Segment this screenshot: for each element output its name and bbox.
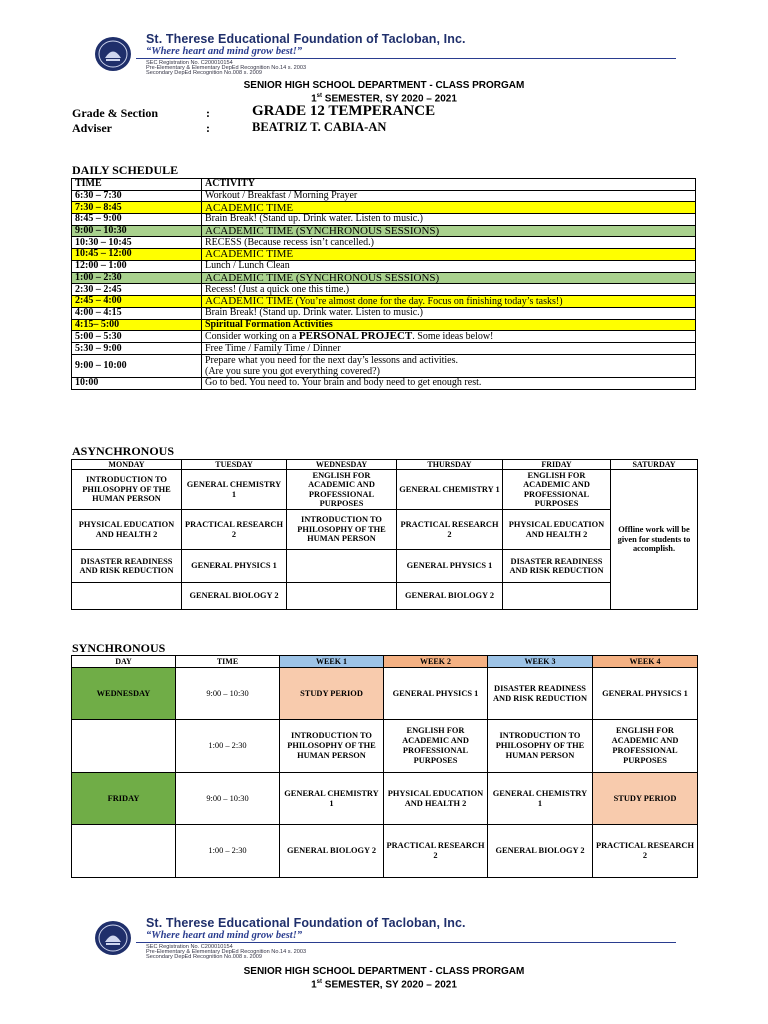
subject-cell: ENGLISH FOR ACADEMIC AND PROFESSIONAL PURPOSES xyxy=(384,720,488,773)
school-seal-icon xyxy=(94,919,132,957)
time-cell: 9:00 – 10:30 xyxy=(176,668,280,720)
saturday-note: Offline work will be given for students to accomplish. xyxy=(611,470,698,610)
table-row xyxy=(72,470,698,510)
day-cell: WEDNESDAY xyxy=(72,668,176,720)
table-row xyxy=(72,825,698,878)
subject-cell: PHYSICAL EDUCATION AND HEALTH 2 xyxy=(503,510,611,550)
subject-cell: PRACTICAL RESEARCH 2 xyxy=(182,510,287,550)
org-name: St. Therese Educational Foundation of Tacloban, Inc. xyxy=(146,916,466,930)
table-row xyxy=(72,214,696,226)
time-cell: 10:45 – 12:00 xyxy=(72,249,202,261)
time-cell: 12:00 – 1:00 xyxy=(72,260,202,272)
subject-cell: GENERAL BIOLOGY 2 xyxy=(488,825,593,878)
activity-text: Consider working on a xyxy=(205,331,299,343)
subject-cell: GENERAL CHEMISTRY 1 xyxy=(182,470,287,510)
subject-cell: PRACTICAL RESEARCH 2 xyxy=(593,825,698,878)
letterhead-top xyxy=(92,32,676,76)
org-motto: “Where heart and mind grow best!” xyxy=(146,46,303,57)
synchronous-table xyxy=(71,655,698,878)
table-row xyxy=(72,202,696,214)
activity-cell: Brain Break! (Stand up. Drink water. Listen to music.) xyxy=(202,214,696,226)
time-cell: 5:00 – 5:30 xyxy=(72,331,202,343)
subject-cell: PRACTICAL RESEARCH 2 xyxy=(397,510,503,550)
table-row xyxy=(72,190,696,202)
activity-cell: ACADEMIC TIME xyxy=(202,249,696,261)
time-cell: 2:45 – 4:00 xyxy=(72,295,202,307)
table-row xyxy=(72,720,698,773)
time-cell: 4:15– 5:00 xyxy=(72,319,202,331)
table-row xyxy=(72,260,696,272)
day-header: TUESDAY xyxy=(182,460,287,470)
subject-cell: DISASTER READINESS AND RISK REDUCTION xyxy=(503,550,611,583)
subject-cell xyxy=(287,583,397,610)
day-header: SATURDAY xyxy=(611,460,698,470)
table-row xyxy=(72,284,696,296)
day-header: MONDAY xyxy=(72,460,182,470)
subject-cell: GENERAL BIOLOGY 2 xyxy=(397,583,503,610)
day-cell xyxy=(72,825,176,878)
table-row xyxy=(72,272,696,284)
activity-emphasis: PERSONAL PROJECT xyxy=(298,330,413,343)
col-header-time: TIME xyxy=(72,179,202,191)
table-header-row xyxy=(72,460,698,470)
grade-section-value: GRADE 12 TEMPERANCE xyxy=(252,103,436,119)
time-cell: 4:00 – 4:15 xyxy=(72,307,202,319)
time-cell: 5:30 – 9:00 xyxy=(72,343,202,355)
time-cell: 1:00 – 2:30 xyxy=(176,720,280,773)
subject-cell xyxy=(287,550,397,583)
daily-schedule-title: DAILY SCHEDULE xyxy=(72,163,179,177)
activity-cell: Lunch / Lunch Clean xyxy=(202,260,696,272)
col-header-week-2: WEEK 2 xyxy=(384,656,488,668)
table-row xyxy=(72,225,696,237)
letterhead-bottom xyxy=(92,916,676,960)
subject-cell: INTRODUCTION TO PHILOSOPHY OF THE HUMAN PERSON xyxy=(287,510,397,550)
time-cell: 8:45 – 9:00 xyxy=(72,214,202,226)
time-cell: 9:00 – 10:00 xyxy=(72,354,202,377)
day-header: WEDNESDAY xyxy=(287,460,397,470)
activity-line: Prepare what you need for the next day’s lessons and activities. xyxy=(205,354,458,366)
reg-line: Secondary DepEd Recognition No.008 s. 2009 xyxy=(146,954,262,960)
subject-cell: GENERAL BIOLOGY 2 xyxy=(182,583,287,610)
table-row xyxy=(72,550,698,583)
subject-cell: GENERAL PHYSICS 1 xyxy=(182,550,287,583)
table-header-row xyxy=(72,656,698,668)
subject-cell: INTRODUCTION TO PHILOSOPHY OF THE HUMAN PERSON xyxy=(488,720,593,773)
synchronous-title: SYNCHRONOUS xyxy=(72,641,166,655)
reg-line: SEC Registration No. C200010154 xyxy=(146,944,233,950)
activity-emphasis: ACADEMIC TIME xyxy=(205,294,294,307)
grade-section-colon: : xyxy=(206,106,210,120)
table-row xyxy=(72,354,696,377)
time-cell: 7:30 – 8:45 xyxy=(72,202,202,214)
department-title: SENIOR HIGH SCHOOL DEPARTMENT - CLASS PRORGAM xyxy=(243,80,525,91)
org-name: St. Therese Educational Foundation of Tacloban, Inc. xyxy=(146,32,466,46)
table-row xyxy=(72,583,698,610)
time-cell: 6:30 – 7:30 xyxy=(72,190,202,202)
table-row xyxy=(72,295,696,307)
table-row xyxy=(72,510,698,550)
semester-title: 1st SEMESTER, SY 2020 – 2021 xyxy=(311,979,457,991)
daily-schedule-table xyxy=(71,178,696,390)
school-seal-icon xyxy=(94,35,132,73)
activity-cell: ACADEMIC TIME xyxy=(202,202,696,214)
subject-cell: GENERAL BIOLOGY 2 xyxy=(280,825,384,878)
table-row xyxy=(72,668,698,720)
col-header-day: DAY xyxy=(72,656,176,668)
subject-cell: INTRODUCTION TO PHILOSOPHY OF THE HUMAN PERSON xyxy=(280,720,384,773)
activity-note: (You’re almost done for the day. Focus on finishing today’s tasks!) xyxy=(293,295,563,307)
time-cell: 9:00 – 10:30 xyxy=(72,225,202,237)
activity-line: (Are you sure you got everything covered?) xyxy=(205,365,380,377)
letterhead-rule xyxy=(136,58,676,59)
asynchronous-table xyxy=(71,459,698,610)
activity-cell xyxy=(202,354,696,377)
subject-cell: GENERAL CHEMISTRY 1 xyxy=(488,773,593,825)
subject-cell: GENERAL PHYSICS 1 xyxy=(384,668,488,720)
table-row xyxy=(72,237,696,249)
col-header-week-4: WEEK 4 xyxy=(593,656,698,668)
activity-cell: Recess! (Just a quick one this time.) xyxy=(202,284,696,296)
table-row xyxy=(72,319,696,331)
letterhead-rule xyxy=(136,942,676,943)
table-row xyxy=(72,307,696,319)
table-row xyxy=(72,377,696,389)
activity-cell: Workout / Breakfast / Morning Prayer xyxy=(202,190,696,202)
reg-line: SEC Registration No. C200010154 xyxy=(146,60,233,66)
activity-cell: Spiritual Formation Activities xyxy=(202,319,696,331)
adviser-label: Adviser xyxy=(72,121,112,135)
col-header-activity: ACTIVITY xyxy=(202,179,696,191)
subject-cell: ENGLISH FOR ACADEMIC AND PROFESSIONAL PURPOSES xyxy=(593,720,698,773)
subject-cell: INTRODUCTION TO PHILOSOPHY OF THE HUMAN PERSON xyxy=(72,470,182,510)
activity-cell xyxy=(202,295,696,307)
reg-line: Pre-Elementary & Elementary DepEd Recognition No.14 s. 2003 xyxy=(146,65,307,71)
semester-title: 1st SEMESTER, SY 2020 – 2021 xyxy=(311,93,457,105)
reg-line: Pre-Elementary & Elementary DepEd Recognition No.14 s. 2003 xyxy=(146,949,307,955)
subject-cell: PHYSICAL EDUCATION AND HEALTH 2 xyxy=(384,773,488,825)
subject-cell: STUDY PERIOD xyxy=(280,668,384,720)
activity-cell: RECESS (Because recess isn’t cancelled.) xyxy=(202,237,696,249)
table-row xyxy=(72,249,696,261)
reg-line: Secondary DepEd Recognition No.008 s. 2009 xyxy=(146,70,262,76)
asynchronous-title: ASYNCHRONOUS xyxy=(72,444,175,458)
activity-cell: Free Time / Family Time / Dinner xyxy=(202,343,696,355)
subject-cell: ENGLISH FOR ACADEMIC AND PROFESSIONAL PURPOSES xyxy=(287,470,397,510)
subject-cell: ENGLISH FOR ACADEMIC AND PROFESSIONAL PURPOSES xyxy=(503,470,611,510)
subject-cell: GENERAL PHYSICS 1 xyxy=(593,668,698,720)
time-cell: 2:30 – 2:45 xyxy=(72,284,202,296)
col-header-time: TIME xyxy=(176,656,280,668)
subject-cell: GENERAL PHYSICS 1 xyxy=(397,550,503,583)
table-row xyxy=(72,331,696,343)
activity-cell: Go to bed. You need to. Your brain and body need to get enough rest. xyxy=(202,377,696,389)
activity-cell: ACADEMIC TIME (SYNCHRONOUS SESSIONS) xyxy=(202,272,696,284)
day-cell: FRIDAY xyxy=(72,773,176,825)
time-cell: 10:00 xyxy=(72,377,202,389)
subject-cell: DISASTER READINESS AND RISK REDUCTION xyxy=(488,668,593,720)
table-row xyxy=(72,773,698,825)
subject-cell: GENERAL CHEMISTRY 1 xyxy=(280,773,384,825)
subject-cell: PHYSICAL EDUCATION AND HEALTH 2 xyxy=(72,510,182,550)
subject-cell: GENERAL CHEMISTRY 1 xyxy=(397,470,503,510)
day-header: FRIDAY xyxy=(503,460,611,470)
col-header-week-1: WEEK 1 xyxy=(280,656,384,668)
subject-cell xyxy=(503,583,611,610)
adviser-value: BEATRIZ T. CABIA-AN xyxy=(252,120,387,134)
subject-cell xyxy=(72,583,182,610)
activity-cell: ACADEMIC TIME (SYNCHRONOUS SESSIONS) xyxy=(202,225,696,237)
subject-cell: STUDY PERIOD xyxy=(593,773,698,825)
grade-section-label: Grade & Section xyxy=(72,106,158,120)
time-cell: 1:00 – 2:30 xyxy=(72,272,202,284)
activity-cell: Brain Break! (Stand up. Drink water. Listen to music.) xyxy=(202,307,696,319)
day-header: THURSDAY xyxy=(397,460,503,470)
department-title: SENIOR HIGH SCHOOL DEPARTMENT - CLASS PRORGAM xyxy=(243,966,525,977)
table-row xyxy=(72,343,696,355)
time-cell: 1:00 – 2:30 xyxy=(176,825,280,878)
col-header-week-3: WEEK 3 xyxy=(488,656,593,668)
org-motto: “Where heart and mind grow best!” xyxy=(146,930,303,941)
adviser-colon: : xyxy=(206,121,210,135)
subject-cell: DISASTER READINESS AND RISK REDUCTION xyxy=(72,550,182,583)
time-cell: 10:30 – 10:45 xyxy=(72,237,202,249)
activity-cell xyxy=(202,331,696,343)
subject-cell: PRACTICAL RESEARCH 2 xyxy=(384,825,488,878)
activity-text: . Some ideas below! xyxy=(412,331,494,343)
table-header-row xyxy=(72,179,696,191)
day-cell xyxy=(72,720,176,773)
time-cell: 9:00 – 10:30 xyxy=(176,773,280,825)
